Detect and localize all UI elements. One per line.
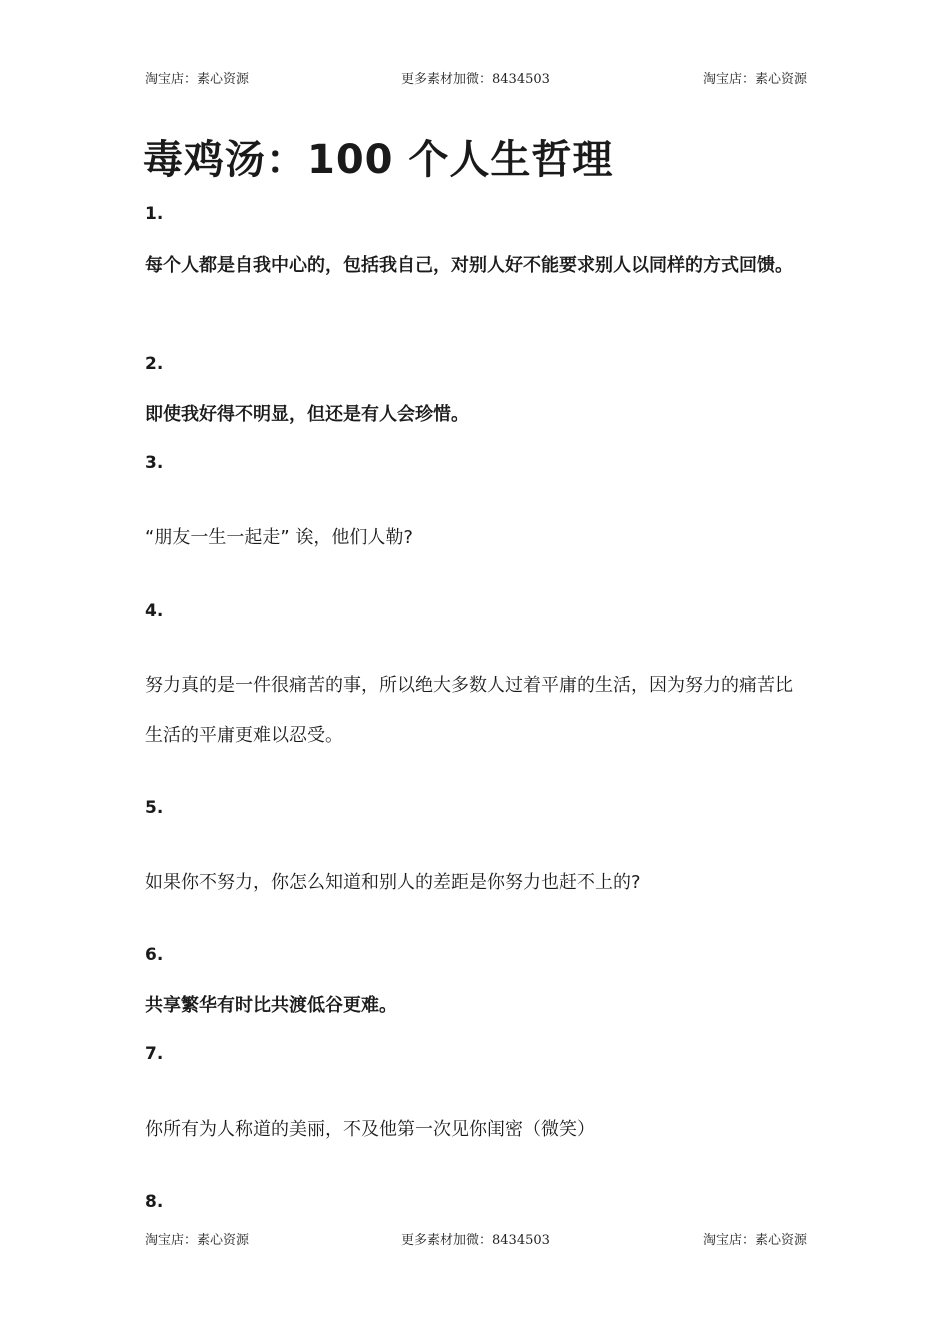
item-7-number: 7.	[145, 1044, 164, 1064]
item-5-text: 如果你不努力，你怎么知道和别人的差距是你努力也赶不上的?	[145, 872, 641, 893]
item-1-number: 1.	[145, 204, 164, 224]
item-1-text: 每个人都是自我中心的，包括我自己，对别人好不能要求别人以同样的方式回馈。	[145, 255, 793, 276]
header-center-text: 更多素材加微：8434503	[401, 72, 550, 87]
item-4-number: 4.	[145, 601, 164, 621]
header-right-text: 淘宝店：素心资源	[702, 72, 807, 87]
footer-left-text: 淘宝店：素心资源	[145, 1233, 250, 1248]
item-6-number: 6.	[145, 945, 164, 965]
item-4-text: 努力真的是一件很痛苦的事，所以绝大多数人过着平庸的生活，因为努力的痛苦比生活的平庸更难以忍受。	[145, 675, 793, 746]
item-2-number: 2.	[145, 354, 164, 374]
item-3-number: 3.	[145, 453, 164, 473]
footer-right-text: 淘宝店：素心资源	[702, 1233, 807, 1248]
page-title: 毒鸡汤：100 个人生哲理	[143, 137, 614, 183]
page-header	[145, 68, 807, 88]
item-6-text: 共享繁华有时比共渡低谷更难。	[145, 995, 397, 1016]
header-left-text: 淘宝店：素心资源	[145, 72, 250, 87]
item-2-text: 即使我好得不明显，但还是有人会珍惜。	[145, 404, 469, 425]
item-3-text: “朋友一生一起走” 诶，他们人勒?	[145, 527, 413, 548]
footer-center-text: 更多素材加微：8434503	[401, 1233, 550, 1248]
item-8-number: 8.	[145, 1192, 164, 1212]
item-7-text: 你所有为人称道的美丽，不及他第一次见你闺密（微笑）	[145, 1119, 595, 1140]
item-5-number: 5.	[145, 798, 164, 818]
page-footer	[145, 1229, 807, 1249]
